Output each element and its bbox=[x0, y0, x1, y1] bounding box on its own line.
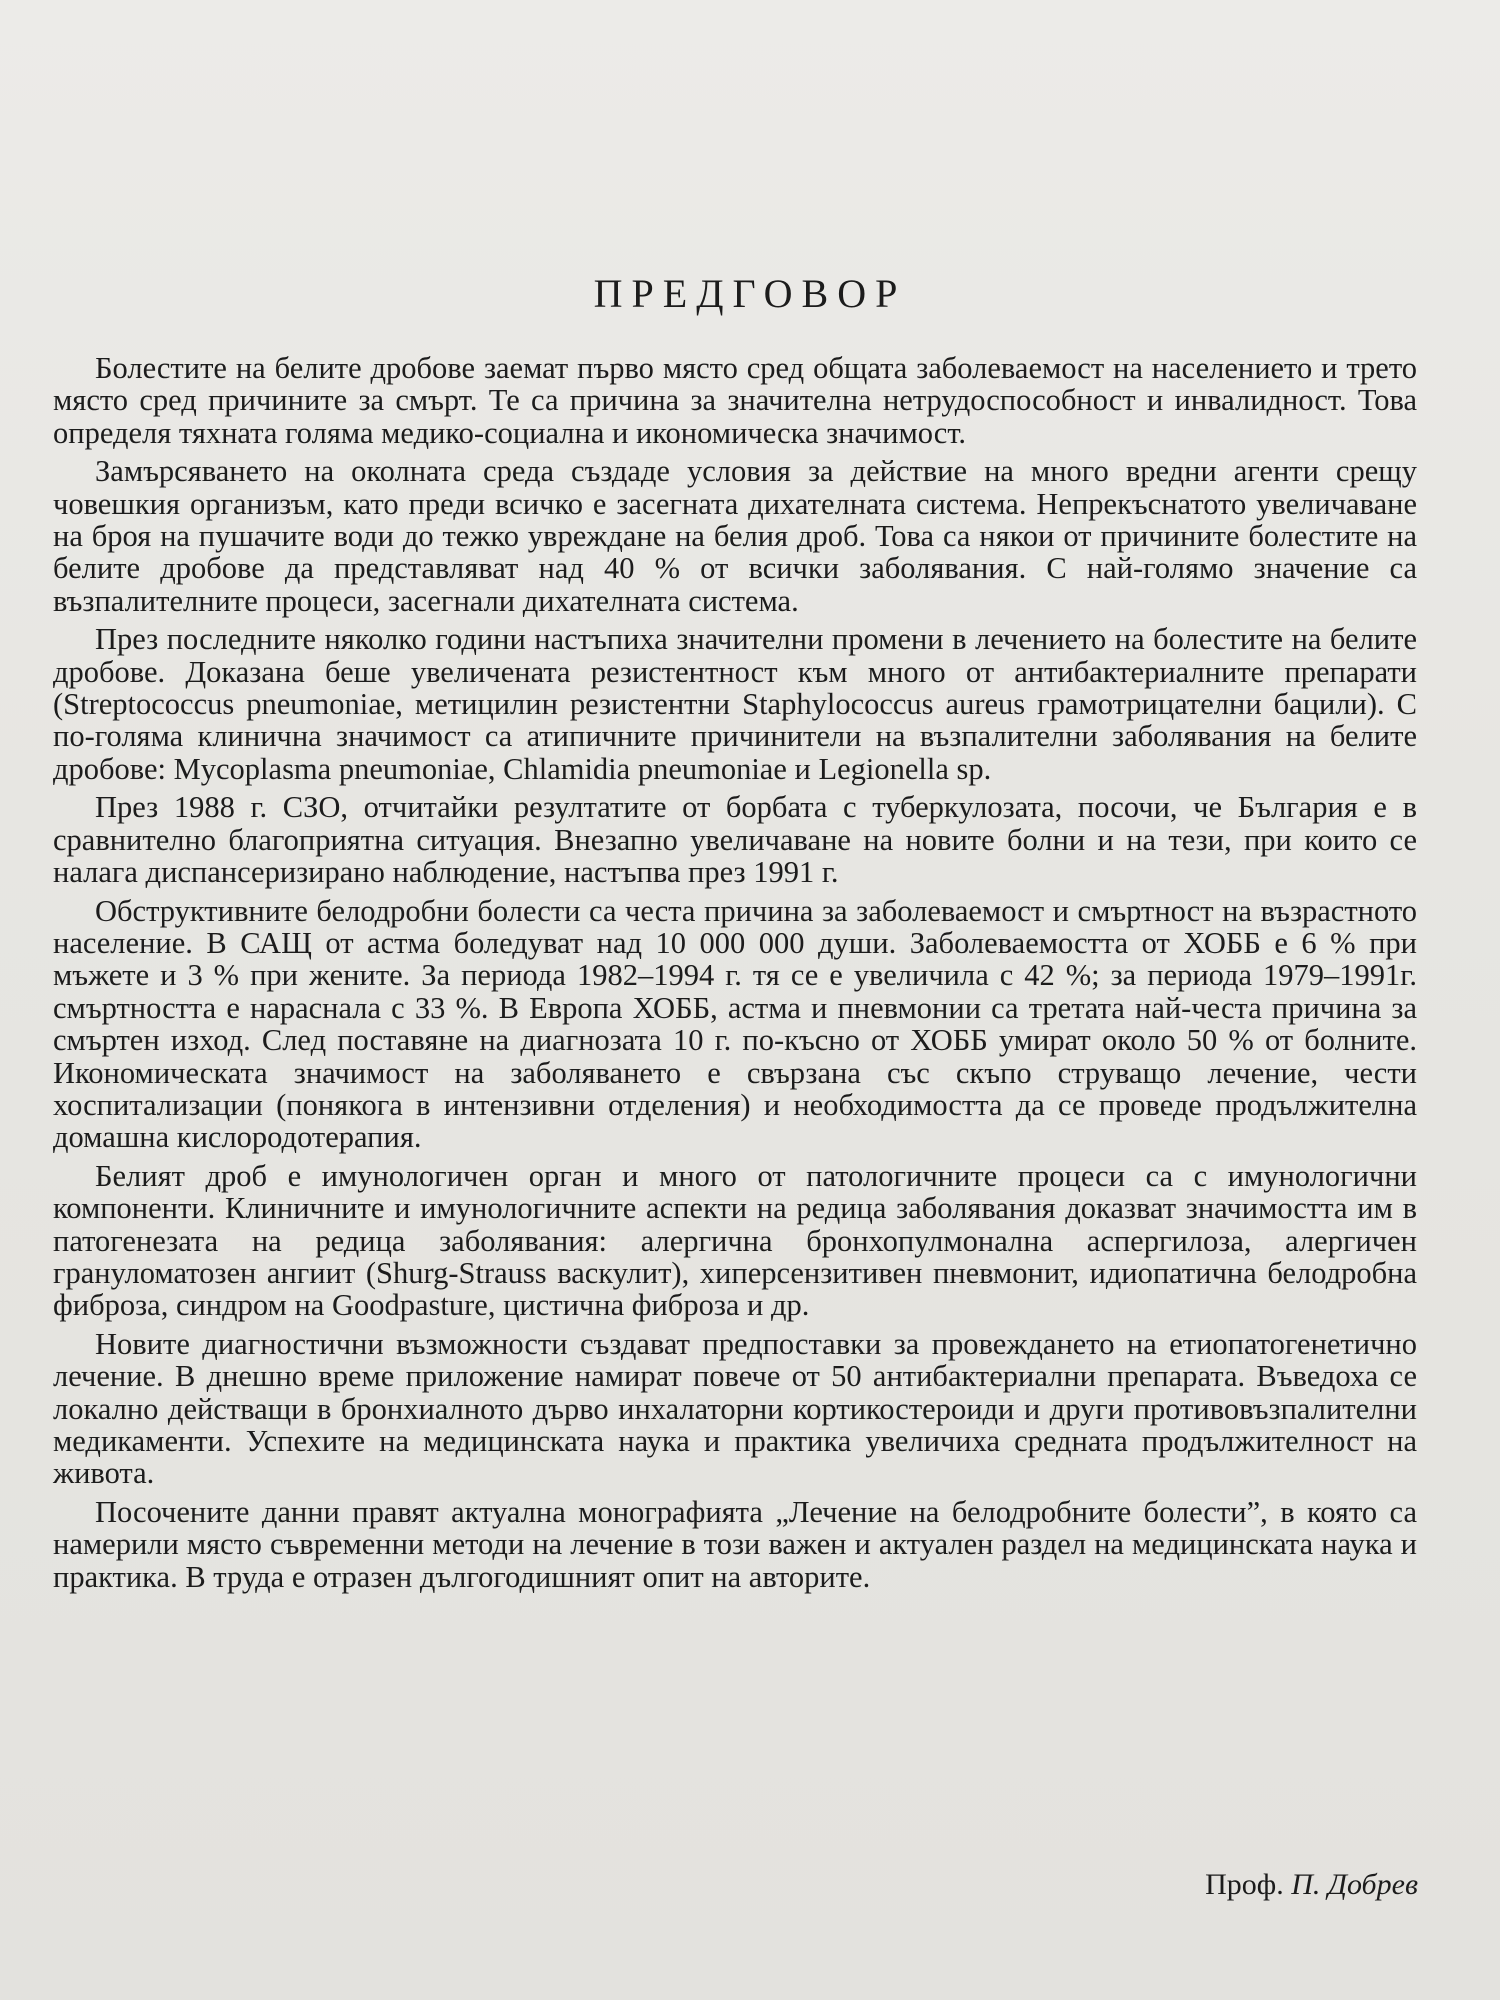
preface-body bbox=[53, 352, 1417, 1599]
paragraph: Болестите на белите дробове заемат първо място сред общата заболеваемост на населението и трето място сред причините за смърт. Те са причина за значителна нетрудоспособност и инвалидност. Това определя тяхната голяма медико-социална и икономическа значимост. bbox=[53, 351, 1417, 450]
paragraph: Замърсяването на околната среда създаде условия за действие на много вредни агенти срещу човешкия организъм, като преди всичко е засегната дихателната система. Непрекъснатото увеличаване на броя на пушачите води до тежко увреждане на белия дроб. Това са някои от причините болестите на белите дробове да представляват над 40 % от всички заболявания. С най-голямо значение са възпалителните процеси, засегнали дихателната система. bbox=[53, 454, 1417, 618]
author-title: Проф. bbox=[1205, 1868, 1284, 1901]
author-name: П. Добрев bbox=[1291, 1868, 1418, 1901]
paragraph: През последните няколко години настъпиха значителни промени в лечението на болестите на белите дробове. Доказана беше увеличената резистентност към много от антибактериалните препарати (Streptococcus pneumoniae, метицилин резистентни Staphylococcus aureus грамотрицателни бацили). С по-голяма клинична значимост са атипичните причинители на възпалителни заболявания на белите дробове: Mycoplasma pneumoniae, Chlamidia pneumoniae и Legionella sp. bbox=[53, 622, 1417, 786]
paragraph: Белият дроб е имунологичен орган и много от патологичните процеси са с имунологични компоненти. Клиничните и имунологичните аспекти на редица заболявания доказват значимостта им в патогенезата на редица заболявания: алергична бронхопулмонална аспергилоза, алергичен грануломатозен ангиит (Shurg-Strauss васкулит), хиперсензитивен пневмонит, идиопатична белодробна фиброза, синдром на Goodpasture, цистична фиброза и др. bbox=[53, 1158, 1417, 1323]
author-signature bbox=[1205, 1868, 1418, 1902]
page-title: ПРЕДГОВОР bbox=[593, 271, 907, 316]
paragraph: През 1988 г. СЗО, отчитайки резултатите от борбата с туберкулозата, посочи, че България е в сравнително благоприятна ситуация. Внезапно увеличаване на новите болни и на тези, при които се налага диспансеризирано наблюдение, настъпва през 1991 г. bbox=[53, 790, 1417, 890]
paragraph: Посочените данни правят актуална монографията „Лечение на белодробните болести”, в която са намерили място съвременни методи на лечение в този важен и актуален раздел на медицинската наука и практика. В труда е отразен дългогодишният опит на авторите. bbox=[53, 1494, 1417, 1594]
paragraph: Новите диагностични възможности създават предпоставки за провеждането на етиопатогенетично лечение. В днешно време приложение намират повече от 50 антибактериални препарата. Въведоха се локално действащи в бронхиалното дърво инхалаторни кортикостероиди и други противовъзпалителни медикаменти. Успехите на медицинската наука и практика увеличиха средната продължителност на живота. bbox=[53, 1326, 1417, 1491]
paragraph: Обструктивните белодробни болести са честа причина за заболеваемост и смъртност на възрастното население. В САЩ от астма боледуват над 10 000 000 души. Заболеваемостта от ХОББ е 6 % при мъжете и 3 % при жените. За периода 1982–1994 г. тя се е увеличила с 42 %; за периода 1979–1991г. смъртността е нараснала с 33 %. В Европа ХОББ, астма и пневмонии са третата най-честа причина за смъртен изход. След поставяне на диагнозата 10 г. по-късно от ХОББ умират около 50 % от болните. Икономическата значимост на заболяването е свързана със скъпо струващо лечение, чести хоспитализации (понякога в интензивни отделения) и необходимостта да се проведе продължителна домашна кислородотерапия. bbox=[53, 893, 1417, 1155]
